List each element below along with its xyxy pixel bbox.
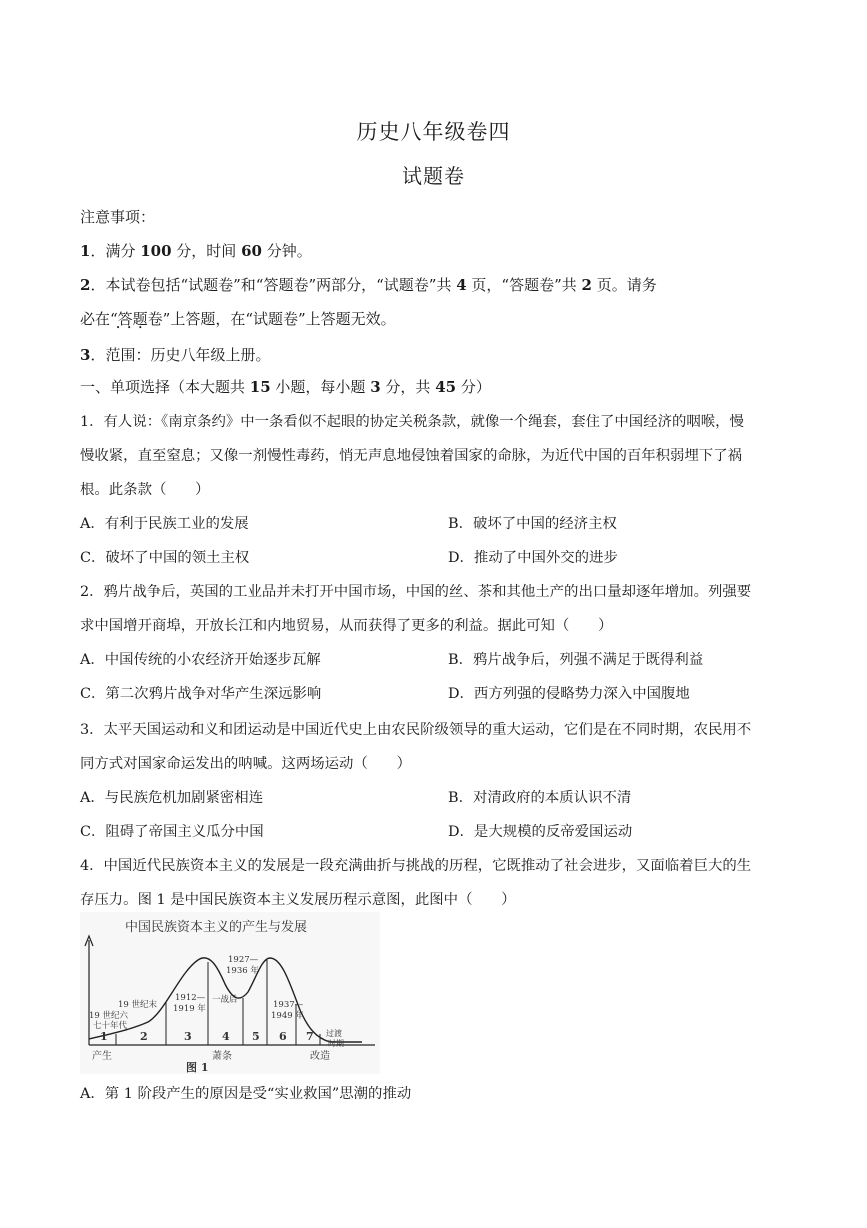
- question-1-option-a[interactable]: A．有利于民族工业的发展: [80, 516, 249, 532]
- question-2-line-1: 2．鸦片战争后，英国的工业品并未打开中国市场，中国的丝、茶和其他土产的出口量却逐年增加。列强要: [80, 584, 752, 600]
- stage-2-number: 2: [140, 1030, 148, 1043]
- stage-6-number: 6: [279, 1030, 287, 1043]
- stage-5-number: 5: [252, 1030, 260, 1043]
- period-label-5a: 1927—: [228, 955, 259, 965]
- period-label-4: 一战后: [212, 995, 238, 1005]
- stage-1-number: 1: [100, 1030, 108, 1043]
- question-1-option-c[interactable]: C．破坏了中国的领土主权: [80, 550, 250, 566]
- bottom-label-left: 产生: [92, 1051, 112, 1062]
- stage-4-number: 4: [222, 1030, 230, 1043]
- figure-1-title: 中国民族资本主义的产生与发展: [125, 920, 308, 935]
- period-label-1b: 七十年代: [93, 1021, 128, 1031]
- question-3-option-a[interactable]: A．与民族危机加剧紧密相连: [80, 790, 264, 806]
- figure-1-diagram: [80, 912, 380, 1074]
- question-1-line-1: 1．有人说：《南京条约》中一条看似不起眼的协定关税条款，就像一个绳套，套住了中国经济的咽喉，慢: [80, 414, 744, 430]
- notice-item-2: 2．本试卷包括“试题卷”和“答题卷”两部分，“试题卷”共 4 页，“答题卷”共 2 页。请务: [80, 276, 657, 294]
- question-3-option-d[interactable]: D．是大规模的反帝爱国运动: [448, 824, 633, 840]
- question-4-line-1: 4．中国近代民族资本主义的发展是一段充满曲折与挑战的历程，它既推动了社会进步，又面临着巨大的生: [80, 858, 752, 874]
- bottom-label-mid: 萧条: [212, 1051, 232, 1062]
- stage-7-number: 7: [306, 1030, 314, 1043]
- period-label-6b: 1949 年: [271, 1011, 304, 1021]
- question-1-line-3: 根。此条款（ ）: [80, 482, 210, 498]
- period-label-3a: 1912—: [175, 993, 206, 1003]
- question-2-line-2: 求中国增开商埠，开放长江和内地贸易，从而获得了更多的利益。据此可知（ ）: [80, 618, 613, 634]
- figure-caption: 图 1: [186, 1061, 209, 1074]
- question-1-line-2: 慢收紧，直至窒息；又像一剂慢性毒药，悄无声息地侵蚀着国家的命脉，为近代中国的百年积弱埋下了祸: [80, 448, 742, 464]
- question-1-option-b[interactable]: B．破坏了中国的经济主权: [448, 516, 617, 532]
- period-label-1a: 19 世纪六: [89, 1011, 129, 1021]
- period-label-3b: 1919 年: [173, 1004, 206, 1014]
- stage-3-number: 3: [184, 1030, 192, 1043]
- question-3-option-c[interactable]: C．阻碍了帝国主义瓜分中国: [80, 824, 264, 840]
- question-4-line-2: 存压力。图 1 是中国民族资本主义发展历程示意图，此图中（ ）: [80, 892, 516, 908]
- period-label-5b: 1936 年: [226, 966, 259, 976]
- notice-heading: 注意事项：: [80, 208, 156, 226]
- question-2-option-d[interactable]: D．西方列强的侵略势力深入中国腹地: [448, 686, 690, 702]
- page-subtitle: 试题卷: [402, 164, 465, 188]
- question-2-option-a[interactable]: A．中国传统的小农经济开始逐步瓦解: [80, 652, 321, 668]
- notice-item-2-line-2: 必在“答题卷”上答题，在“试题卷”上答题无效。 • • •: [80, 308, 867, 329]
- question-3-option-b[interactable]: B．对清政府的本质认识不清: [448, 790, 632, 806]
- notice-item-3: 3．范围：历史八年级上册。: [80, 346, 271, 364]
- question-2-option-c[interactable]: C．第二次鸦片战争对华产生深远影响: [80, 686, 322, 702]
- page-title: 历史八年级卷四: [356, 120, 511, 144]
- period-label-2: 19 世纪末: [118, 1000, 158, 1010]
- notice-item-1: 1．满分 100 分，时间 60 分钟。: [80, 242, 312, 260]
- question-3-line-2: 同方式对国家命运发出的呐喊。这两场运动（ ）: [80, 756, 411, 772]
- bottom-label-right: 改造: [310, 1051, 330, 1062]
- question-2-option-b[interactable]: B．鸦片战争后，列强不满足于既得利益: [448, 652, 704, 668]
- period-label-6a: 1937—: [273, 1000, 304, 1010]
- period-label-7a: 过渡: [326, 1029, 342, 1038]
- question-3-line-1: 3．太平天国运动和义和团运动是中国近代史上由农民阶级领导的重大运动，它们是在不同时期，农民用不: [80, 722, 752, 738]
- period-label-7b: 时期: [328, 1039, 344, 1048]
- section-heading: 一、单项选择（本大题共 15 小题，每小题 3 分，共 45 分）: [80, 378, 491, 396]
- question-4-option-a[interactable]: A．第 1 阶段产生的原因是受“实业救国”思潮的推动: [80, 1086, 412, 1102]
- question-1-option-d[interactable]: D．推动了中国外交的进步: [448, 550, 618, 566]
